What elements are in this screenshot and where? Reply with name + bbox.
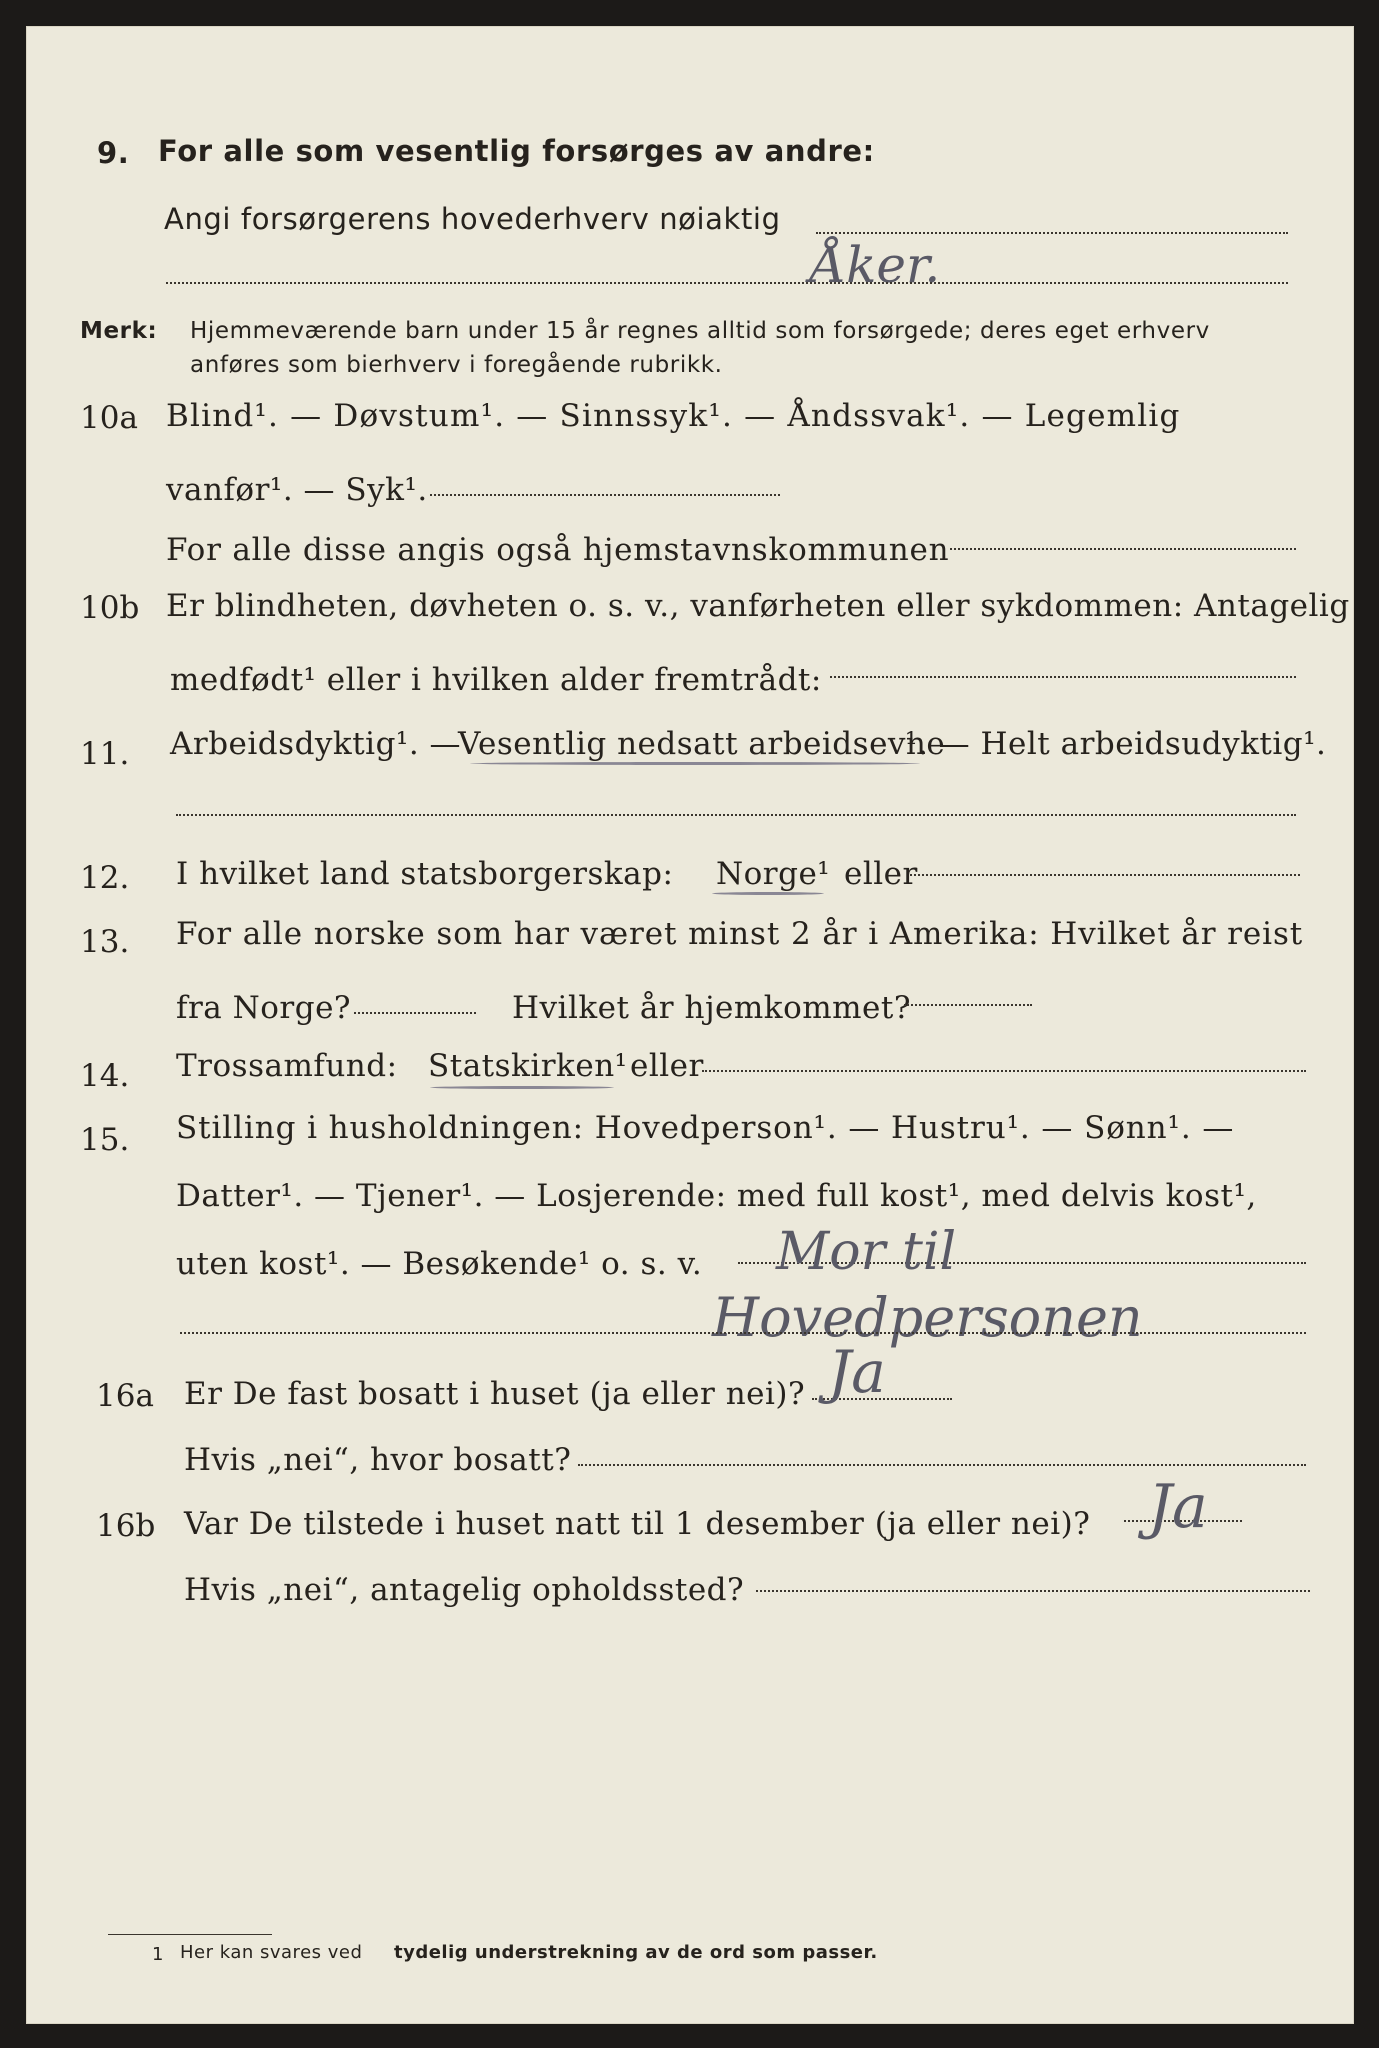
q10b-number: 10b [80, 590, 140, 626]
q14-number: 14. [80, 1058, 130, 1094]
merk-label: Merk: [80, 318, 158, 344]
footnote-mark: 1 [152, 1944, 164, 1965]
q10b-answer-line [830, 676, 1296, 678]
q15-line-3: uten kost¹. — Besøkende¹ o. s. v. [176, 1246, 703, 1282]
q16a-line-1: Er De fast bosatt i huset (ja eller nei)? [184, 1376, 806, 1412]
q10a-line-2: vanfør¹. — Syk¹. [166, 472, 428, 508]
q9-heading: For alle som vesentlig forsørges av andre: [158, 134, 875, 168]
q9-prompt: Angi forsørgerens hovederhverv nøiaktig [164, 202, 781, 236]
q13-line-2a: fra Norge? [176, 990, 352, 1026]
q11-text-a: Arbeidsdyktig¹. — [170, 726, 462, 762]
q11-text-underlined: Vesentlig nedsatt arbeidsevne [458, 726, 946, 762]
q10a-answer-line [430, 494, 780, 496]
q13-return-line [904, 1004, 1032, 1006]
q14-underline-mark [430, 1086, 614, 1089]
q15-handwritten-answer-2: Hovedpersonen [712, 1286, 1143, 1349]
q16b-number: 16b [96, 1508, 156, 1544]
q11-answer-line [176, 814, 1296, 816]
q9-number: 9. [97, 136, 130, 170]
footnote-text-b: tydelig understrekning av de ord som passer. [394, 1942, 878, 1963]
footnote-text-a: Her kan svares ved [180, 1942, 363, 1963]
q16a-residence-line [578, 1464, 1306, 1466]
q13-line-2b: Hvilket år hjemkommet? [512, 990, 911, 1026]
q15-handwritten-answer-1: Mor til [776, 1222, 957, 1282]
q14-text-a: Trossamfund: [176, 1048, 398, 1084]
q10b-line-2: medfødt¹ eller i hvilken alder fremtrådt: [170, 662, 822, 698]
q16a-number: 16a [96, 1378, 154, 1414]
q11-text-c: ¹. — Helt arbeidsudyktig¹. [905, 726, 1327, 762]
q14-text-c: eller [630, 1048, 704, 1084]
q10a-line-1: Blind¹. — Døvstum¹. — Sinnssyk¹. — Åndssvak¹. — Legemlig [166, 398, 1181, 434]
q16b-handwritten-answer: Ja [1148, 1472, 1208, 1542]
q12-underline-mark [712, 892, 824, 895]
q14-text-underlined: Statskirken¹ [428, 1048, 628, 1084]
q15-answer-line-2 [180, 1332, 1306, 1334]
q12-answer-line [910, 874, 1300, 876]
q16b-line-2: Hvis „nei“, antagelig opholdssted? [184, 1572, 745, 1608]
merk-line-2: anføres som bierhverv i foregående rubrikk. [190, 352, 723, 378]
q14-answer-line [702, 1070, 1306, 1072]
q16a-handwritten-answer: Ja [828, 1338, 886, 1406]
q16b-line-1: Var De tilstede i huset natt til 1 desember (ja eller nei)? [184, 1506, 1091, 1542]
q12-text-underlined: Norge¹ [716, 856, 831, 892]
merk-line-1: Hjemmeværende barn under 15 år regnes alltid som forsørgede; deres eget erhverv [190, 318, 1210, 344]
q10a-line-3: For alle disse angis også hjemstavnskommunen [166, 532, 950, 568]
q12-text-a: I hvilket land statsborgerskap: [176, 856, 674, 892]
q11-number: 11. [80, 736, 130, 772]
q10b-line-1: Er blindheten, døvheten o. s. v., vanførheten eller sykdommen: Antagelig [166, 588, 1350, 624]
q9-answer-line-2 [166, 282, 1288, 284]
q10a-number: 10a [80, 400, 138, 436]
q13-number: 13. [80, 924, 130, 960]
q11-underline-mark [470, 762, 920, 765]
q16b-whereabouts-line [756, 1590, 1310, 1592]
q9-answer-line [816, 232, 1288, 234]
q15-line-2: Datter¹. — Tjener¹. — Losjerende: med full kost¹, med delvis kost¹, [176, 1178, 1257, 1214]
q10a-hometown-line [950, 548, 1296, 550]
q16a-line-2: Hvis „nei“, hvor bosatt? [184, 1442, 572, 1478]
q13-line-1: For alle norske som har været minst 2 år i Amerika: Hvilket år reist [176, 916, 1304, 952]
footnote-rule [108, 1934, 272, 1935]
q12-number: 12. [80, 860, 130, 896]
q15-number: 15. [80, 1122, 130, 1158]
q13-departure-line [354, 1012, 476, 1014]
q15-line-1: Stilling i husholdningen: Hovedperson¹. — Hustru¹. — Sønn¹. — [176, 1110, 1235, 1146]
q12-text-c: eller [844, 856, 918, 892]
q9-handwritten-answer: Åker. [810, 236, 941, 294]
